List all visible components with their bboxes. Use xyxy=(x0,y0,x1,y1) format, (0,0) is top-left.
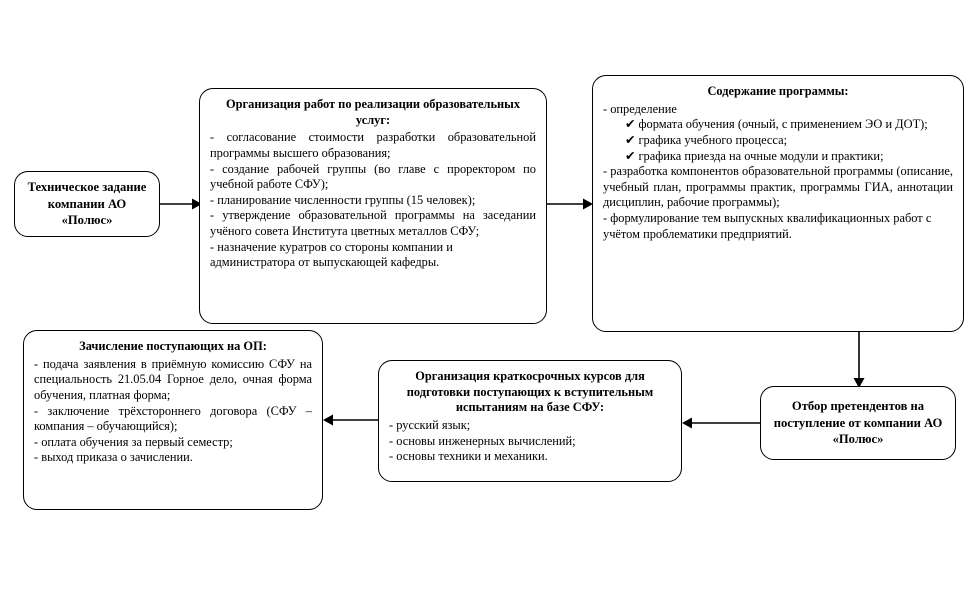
list-item: - назначение куратров со стороны компании и администратора от выпускающей кафедры. xyxy=(210,239,453,270)
list-item: - планирование численности группы (15 человек); xyxy=(210,192,476,207)
node-enrollment-title: Зачисление поступающих на ОП: xyxy=(79,339,267,353)
list-item: - разработка компонентов образовательной программы (описание, учебный план, программы практик, программы ГИА, аннотации дисциплин, рабочие программы); xyxy=(603,164,953,210)
list-item: - русский язык; xyxy=(389,417,471,432)
node-short-courses xyxy=(378,360,682,482)
node-technical-task-title: Техническое задание компании АО «Полюс» xyxy=(27,180,147,228)
list-item: - оплата обучения за первый семестр; xyxy=(34,434,233,449)
list-item: - подача заявления в приёмную комиссию СФУ на специальность 21.05.04 Горное дело, очная форма обучения, платная форма; xyxy=(34,356,312,402)
node-program-content-items xyxy=(603,102,953,243)
node-candidate-selection-title: Отбор претендентов на поступление от компании АО «Полюс» xyxy=(773,399,943,447)
list-item: - определение xyxy=(603,101,677,116)
node-program-content-title: Содержание программы: xyxy=(707,84,849,98)
list-item: - создание рабочей группы (во главе с проректором по учебной работе СФУ); xyxy=(210,161,536,192)
list-item: ✔ графика приезда на очные модули и практики; xyxy=(625,148,884,163)
arrow-tz-to-org xyxy=(160,196,202,212)
arrow-org-to-content xyxy=(547,196,593,212)
list-item: - заключение трёхстороннего договора (СФУ – компания – обучающийся); xyxy=(34,403,312,434)
node-organization-of-services xyxy=(199,88,547,324)
list-item: - формулирование тем выпускных квалификационных работ с учётом проблематики предприятий. xyxy=(603,211,932,241)
node-program-content xyxy=(592,75,964,332)
list-item: - согласование стоимости разработки образовательной программы высшего образования; xyxy=(210,130,536,160)
arrow-courses-to-enrollment xyxy=(323,412,379,428)
list-item: - утверждение образовательной программы на заседании учёного совета Института цветных металлов СФУ; xyxy=(210,208,536,238)
node-enrollment-items xyxy=(34,357,312,466)
arrow-selection-to-courses xyxy=(682,415,760,431)
node-technical-task xyxy=(14,171,160,237)
node-organization-of-services-items xyxy=(210,130,536,271)
list-item: - выход приказа о зачислении. xyxy=(34,450,193,465)
arrow-content-to-selection xyxy=(851,332,867,388)
node-enrollment xyxy=(23,330,323,510)
node-organization-of-services-title: Организация работ по реализации образовательных услуг: xyxy=(225,97,521,127)
node-short-courses-title: Организация краткосрочных курсов для подготовки поступающих к вступительным испытаниям на базе СФУ: xyxy=(406,369,654,415)
list-item: ✔ графика учебного процесса; xyxy=(625,132,788,147)
node-candidate-selection xyxy=(760,386,956,460)
list-item: - основы техники и механики. xyxy=(389,449,548,464)
list-item: - основы инженерных вычислений; xyxy=(389,433,576,448)
node-short-courses-items xyxy=(389,418,671,465)
list-item: ✔ формата обучения (очный, с применением ЭО и ДОТ); xyxy=(625,117,928,132)
